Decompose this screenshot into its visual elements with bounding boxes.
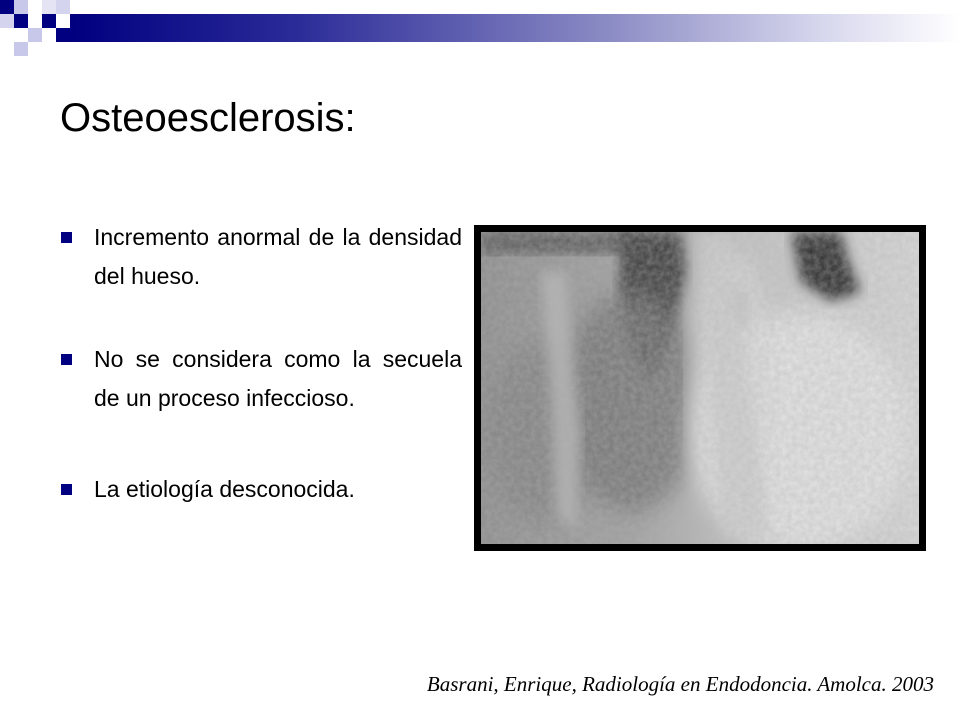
citation: Basrani, Enrique, Radiología en Endodoncia. Amolca. 2003: [426, 672, 934, 696]
bullet-item: [60, 340, 462, 418]
decor-square: [56, 28, 70, 42]
dental-xray-image: [474, 225, 926, 551]
bullet-text: La etiología desconocida.: [94, 476, 355, 502]
square-bullet-icon: [61, 484, 72, 495]
decor-square: [14, 42, 28, 56]
header-gradient-bar: [70, 14, 960, 42]
bullet-text: Incremento anormal de la densidad del hueso.: [94, 224, 462, 289]
bullet-text: No se considera como la secuela de un proceso infeccioso.: [94, 346, 462, 411]
decor-square: [14, 14, 28, 28]
decor-square: [42, 0, 56, 14]
bullet-list: [60, 218, 462, 509]
bullet-item: [60, 218, 462, 296]
square-bullet-icon: [61, 232, 72, 243]
bullet-item: [60, 470, 462, 509]
decor-square: [42, 14, 56, 28]
decor-square: [14, 0, 28, 14]
square-bullet-icon: [61, 354, 72, 365]
decor-square: [28, 28, 42, 42]
xray-picture: [481, 232, 919, 544]
decor-square: [0, 0, 14, 14]
decor-square: [0, 14, 14, 28]
slide-title: Osteoesclerosis:: [60, 96, 356, 140]
decor-square: [56, 0, 70, 14]
